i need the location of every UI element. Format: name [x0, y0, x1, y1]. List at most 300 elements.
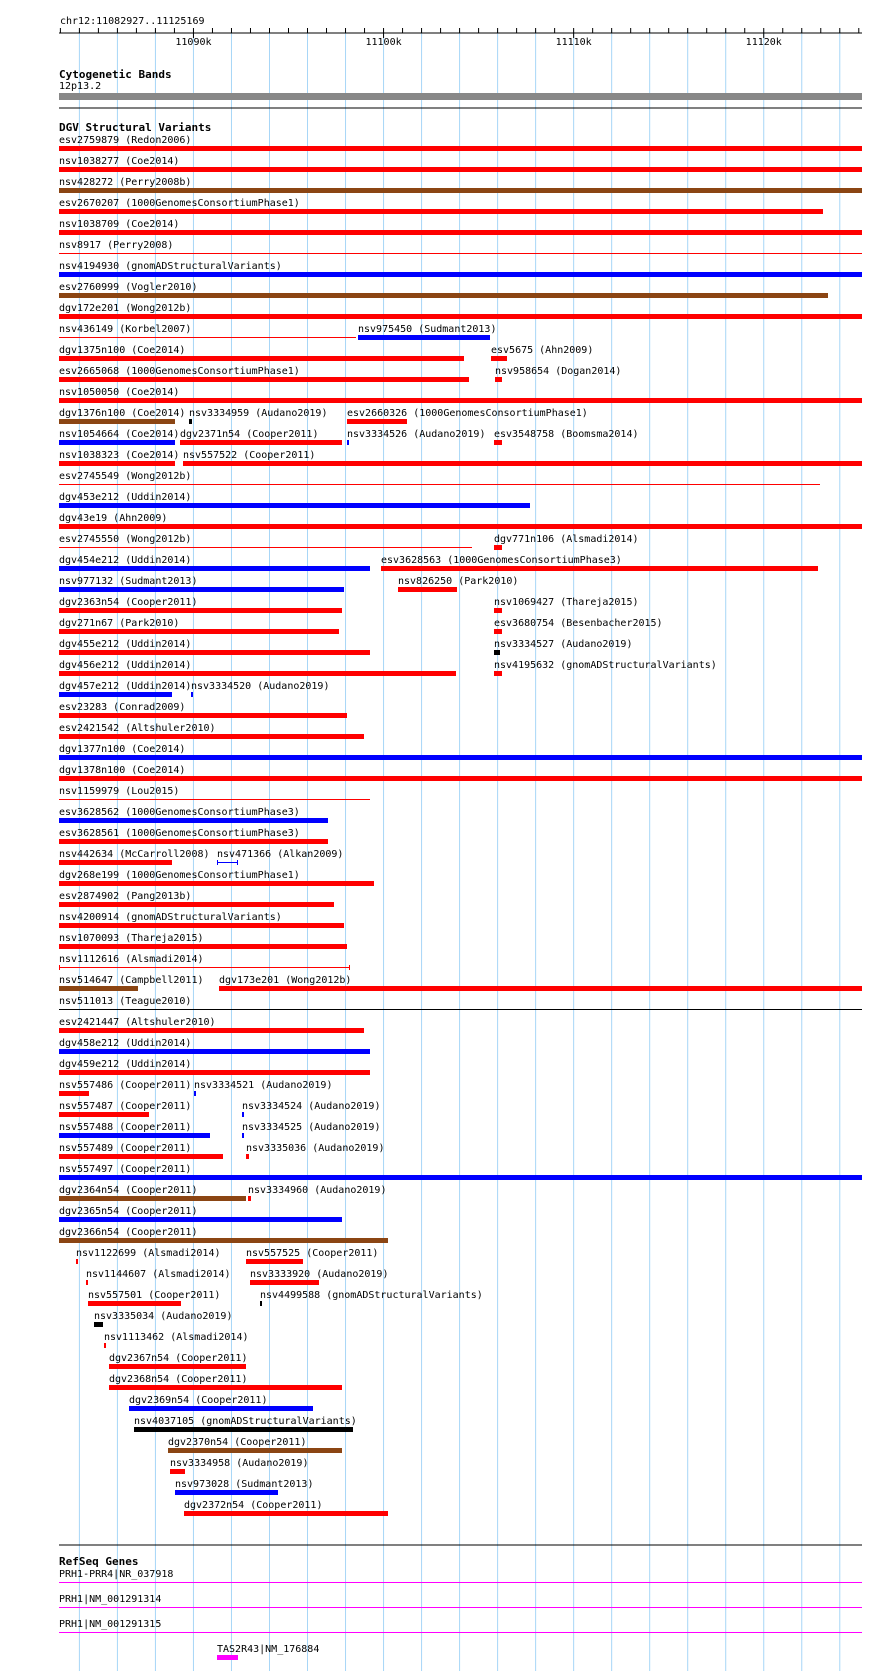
feature-label: dgv456e212 (Uddin2014): [59, 660, 192, 671]
feature[interactable]: [59, 1569, 862, 1583]
feature-label: PRH1|NM_001291315: [59, 1619, 162, 1630]
feature[interactable]: [59, 1017, 364, 1033]
feature-label: nsv975450 (Sudmant2013): [358, 324, 497, 335]
feature[interactable]: [246, 1248, 378, 1264]
feature-bar[interactable]: [59, 713, 347, 718]
feature[interactable]: [59, 1185, 246, 1201]
feature-label: dgv457e212 (Uddin2014): [59, 681, 192, 692]
feature[interactable]: [59, 933, 347, 949]
feature[interactable]: [184, 1500, 388, 1516]
feature[interactable]: [59, 1227, 388, 1243]
feature-bar[interactable]: [59, 461, 175, 466]
feature-label: esv2874902 (Pang2013b): [59, 891, 192, 902]
feature[interactable]: [59, 282, 828, 298]
feature[interactable]: [94, 1311, 232, 1327]
feature[interactable]: [59, 534, 472, 548]
feature[interactable]: [59, 261, 862, 277]
feature[interactable]: [59, 450, 179, 466]
feature-label: dgv2364n54 (Cooper2011): [59, 1185, 198, 1196]
feature-bar[interactable]: [217, 862, 238, 863]
feature-bar[interactable]: [194, 1091, 196, 1096]
feature-label: nsv511013 (Teague2010): [59, 996, 192, 1007]
feature-bar[interactable]: [494, 629, 502, 634]
feature-label: dgv2367n54 (Cooper2011): [109, 1353, 248, 1364]
feature-bar[interactable]: [189, 419, 192, 424]
feature-label: nsv4037105 (gnomADStructuralVariants): [134, 1416, 357, 1427]
feature-end-cap: [217, 860, 218, 865]
feature-bar[interactable]: [246, 1154, 249, 1159]
feature[interactable]: [494, 429, 639, 445]
feature-label: nsv977132 (Sudmant2013): [59, 576, 198, 587]
feature-bar[interactable]: [59, 776, 862, 781]
feature-bar[interactable]: [94, 1322, 103, 1327]
feature-bar[interactable]: [183, 461, 862, 466]
feature-bar[interactable]: [59, 1582, 862, 1583]
feature-bar[interactable]: [59, 146, 862, 151]
feature-bar[interactable]: [129, 1406, 313, 1411]
feature[interactable]: [59, 1206, 342, 1222]
feature[interactable]: [59, 576, 344, 592]
feature-bar[interactable]: [59, 839, 328, 844]
feature-label: TAS2R43|NM_176884: [217, 1644, 320, 1655]
feature-bar[interactable]: [494, 440, 502, 445]
feature-bar[interactable]: [59, 1175, 862, 1180]
feature-label: dgv459e212 (Uddin2014): [59, 1059, 192, 1070]
feature-bar[interactable]: [59, 1632, 862, 1633]
feature-label: dgv453e212 (Uddin2014): [59, 492, 192, 503]
feature[interactable]: [217, 849, 343, 865]
feature-label: nsv3334520 (Audano2019): [191, 681, 330, 692]
feature-label: esv2665068 (1000GenomesConsortiumPhase1): [59, 366, 300, 377]
feature[interactable]: [59, 387, 862, 403]
feature-bar[interactable]: [59, 293, 828, 298]
feature-label: dgv271n67 (Park2010): [59, 618, 180, 629]
feature-bar[interactable]: [59, 524, 862, 529]
feature-label: nsv958654 (Dogan2014): [495, 366, 622, 377]
feature[interactable]: [59, 786, 370, 800]
feature-bar[interactable]: [59, 1238, 388, 1243]
feature[interactable]: [347, 408, 588, 424]
feature-label: esv2745550 (Wong2012b): [59, 534, 192, 545]
feature-bar[interactable]: [59, 503, 530, 508]
cytoband-label: 12p13.2: [59, 81, 102, 92]
feature[interactable]: [180, 429, 342, 445]
feature-bar[interactable]: [494, 650, 500, 655]
feature-bar[interactable]: [109, 1364, 246, 1369]
feature-label: nsv1113462 (Alsmadi2014): [104, 1332, 249, 1343]
feature-label: nsv3335034 (Audano2019): [94, 1311, 233, 1322]
feature-label: nsv3334959 (Audano2019): [189, 408, 328, 419]
feature[interactable]: [217, 1644, 319, 1660]
feature[interactable]: [170, 1458, 308, 1474]
feature[interactable]: [59, 870, 374, 886]
ruler: [59, 28, 862, 48]
cytoband-track-title: Cytogenetic Bands: [59, 68, 172, 81]
feature[interactable]: [59, 912, 344, 928]
feature[interactable]: [59, 429, 179, 445]
feature-label: esv2760999 (Vogler2010): [59, 282, 198, 293]
feature-bar[interactable]: [494, 545, 502, 550]
feature[interactable]: [59, 1594, 862, 1608]
feature[interactable]: [59, 156, 862, 172]
refseq-track: [59, 1569, 862, 1660]
feature-bar[interactable]: [59, 1217, 342, 1222]
feature[interactable]: [59, 198, 823, 214]
feature-label: nsv3335036 (Audano2019): [246, 1143, 385, 1154]
feature-bar[interactable]: [59, 608, 342, 613]
feature-label: nsv1070093 (Thareja2015): [59, 933, 204, 944]
feature-bar[interactable]: [59, 167, 862, 172]
feature-bar[interactable]: [59, 272, 862, 277]
feature[interactable]: [358, 324, 496, 340]
feature-label: nsv3334960 (Audano2019): [248, 1185, 387, 1196]
feature-end-cap: [237, 860, 238, 865]
feature-bar[interactable]: [59, 356, 464, 361]
ruler-tick-label: 11120k: [745, 37, 782, 48]
feature-label: esv3628563 (1000GenomesConsortiumPhase3): [381, 555, 622, 566]
feature[interactable]: [59, 366, 469, 382]
feature[interactable]: [59, 1143, 223, 1159]
feature-label: nsv4194930 (gnomADStructuralVariants): [59, 261, 282, 272]
feature-bar[interactable]: [59, 419, 175, 424]
feature-bar[interactable]: [59, 1112, 149, 1117]
feature[interactable]: [59, 177, 862, 193]
feature-bar[interactable]: [59, 902, 334, 907]
feature[interactable]: [219, 975, 862, 991]
feature[interactable]: [494, 597, 639, 613]
feature-bar[interactable]: [59, 671, 456, 676]
feature-bar[interactable]: [59, 818, 328, 823]
feature-bar[interactable]: [347, 419, 407, 424]
feature[interactable]: [109, 1353, 247, 1369]
feature-bar[interactable]: [59, 1049, 370, 1054]
feature-label: dgv1375n100 (Coe2014): [59, 345, 186, 356]
feature-bar[interactable]: [491, 356, 507, 361]
feature[interactable]: [59, 303, 862, 319]
feature[interactable]: [347, 429, 485, 445]
feature-bar[interactable]: [381, 566, 818, 571]
feature[interactable]: [59, 996, 862, 1010]
feature-label: nsv1112616 (Alsmadi2014): [59, 954, 204, 965]
feature[interactable]: [491, 345, 593, 361]
feature[interactable]: [88, 1290, 220, 1306]
dgv-track: [59, 135, 862, 1516]
feature-bar[interactable]: [59, 1196, 246, 1201]
feature[interactable]: [59, 975, 204, 991]
feature-bar[interactable]: [59, 337, 356, 338]
feature-bar[interactable]: [59, 188, 862, 193]
feature-bar[interactable]: [134, 1427, 353, 1432]
feature[interactable]: [59, 1101, 191, 1117]
feature[interactable]: [59, 765, 862, 781]
feature-label: nsv1122699 (Alsmadi2014): [76, 1248, 221, 1259]
feature[interactable]: [59, 891, 334, 907]
feature[interactable]: [189, 408, 327, 424]
feature[interactable]: [59, 702, 347, 718]
feature-bar[interactable]: [59, 967, 350, 968]
feature-label: dgv2365n54 (Cooper2011): [59, 1206, 198, 1217]
feature[interactable]: [76, 1248, 221, 1264]
feature-label: nsv1144607 (Alsmadi2014): [86, 1269, 231, 1280]
feature-label: dgv2363n54 (Cooper2011): [59, 597, 198, 608]
location-label: chr12:11082927..11125169: [60, 16, 205, 27]
feature-label: nsv8917 (Perry2008): [59, 240, 174, 251]
feature-bar[interactable]: [398, 587, 457, 592]
feature[interactable]: [59, 471, 820, 485]
feature-label: nsv973028 (Sudmant2013): [175, 1479, 314, 1490]
feature[interactable]: [250, 1269, 388, 1285]
feature-bar[interactable]: [88, 1301, 181, 1306]
feature-bar[interactable]: [242, 1133, 244, 1138]
feature[interactable]: [175, 1479, 313, 1495]
feature-bar[interactable]: [59, 1607, 862, 1608]
feature[interactable]: [59, 849, 210, 865]
feature-label: dgv454e212 (Uddin2014): [59, 555, 192, 566]
feature-bar[interactable]: [59, 755, 862, 760]
feature-label: dgv43e19 (Ahn2009): [59, 513, 168, 524]
feature[interactable]: [242, 1122, 380, 1138]
feature-label: esv2421447 (Altshuler2010): [59, 1017, 216, 1028]
feature[interactable]: [248, 1185, 386, 1201]
feature-bar[interactable]: [59, 799, 370, 800]
feature-bar[interactable]: [59, 253, 862, 254]
feature-bar[interactable]: [59, 547, 472, 548]
feature[interactable]: [59, 1122, 210, 1138]
feature[interactable]: [260, 1290, 483, 1306]
feature-bar[interactable]: [59, 923, 344, 928]
feature-bar[interactable]: [260, 1301, 262, 1306]
feature[interactable]: [194, 1080, 332, 1096]
feature-bar[interactable]: [59, 986, 138, 991]
feature-bar[interactable]: [248, 1196, 251, 1201]
feature[interactable]: [59, 639, 370, 655]
feature-label: esv23283 (Conrad2009): [59, 702, 186, 713]
feature-label: nsv436149 (Korbel2007): [59, 324, 192, 335]
feature-label: nsv514647 (Campbell2011): [59, 975, 204, 986]
feature-label: PRH1|NM_001291314: [59, 1594, 162, 1605]
feature[interactable]: [59, 240, 862, 254]
feature-bar[interactable]: [246, 1259, 303, 1264]
feature-label: nsv1038709 (Coe2014): [59, 219, 180, 230]
feature-bar[interactable]: [175, 1490, 278, 1495]
feature[interactable]: [59, 681, 191, 697]
feature-bar[interactable]: [59, 1091, 89, 1096]
feature-label: nsv3334526 (Audano2019): [347, 429, 486, 440]
feature[interactable]: [381, 555, 818, 571]
feature-bar[interactable]: [59, 377, 469, 382]
feature[interactable]: [246, 1143, 384, 1159]
feature[interactable]: [59, 807, 328, 823]
feature[interactable]: [59, 1080, 191, 1096]
feature[interactable]: [59, 555, 370, 571]
feature-bar[interactable]: [347, 440, 349, 445]
feature-bar[interactable]: [59, 944, 347, 949]
feature-bar[interactable]: [59, 440, 175, 445]
feature-label: nsv4499588 (gnomADStructuralVariants): [260, 1290, 483, 1301]
feature-bar[interactable]: [250, 1280, 319, 1285]
feature-label: esv5675 (Ahn2009): [491, 345, 594, 356]
feature-label: nsv557497 (Cooper2011): [59, 1164, 192, 1175]
feature-label: esv3628561 (1000GenomesConsortiumPhase3): [59, 828, 300, 839]
feature[interactable]: [59, 513, 862, 529]
feature[interactable]: [59, 135, 862, 151]
feature-bar[interactable]: [180, 440, 342, 445]
feature-label: nsv3334958 (Audano2019): [170, 1458, 309, 1469]
feature-label: dgv2371n54 (Cooper2011): [180, 429, 319, 440]
feature-label: nsv3334521 (Audano2019): [194, 1080, 333, 1091]
feature[interactable]: [494, 618, 663, 634]
feature-label: nsv557487 (Cooper2011): [59, 1101, 192, 1112]
feature-end-cap: [349, 965, 350, 970]
feature[interactable]: [59, 744, 862, 760]
feature-label: dgv771n106 (Alsmadi2014): [494, 534, 639, 545]
feature-label: nsv4195632 (gnomADStructuralVariants): [494, 660, 717, 671]
feature[interactable]: [59, 597, 342, 613]
feature-label: dgv1378n100 (Coe2014): [59, 765, 186, 776]
feature-label: esv2670207 (1000GenomesConsortiumPhase1): [59, 198, 300, 209]
feature[interactable]: [104, 1332, 249, 1348]
feature-label: dgv268e199 (1000GenomesConsortiumPhase1): [59, 870, 300, 881]
feature-label: nsv3334527 (Audano2019): [494, 639, 633, 650]
feature-bar[interactable]: [168, 1448, 342, 1453]
feature-label: dgv2366n54 (Cooper2011): [59, 1227, 198, 1238]
feature-label: nsv1038277 (Coe2014): [59, 156, 180, 167]
feature[interactable]: [86, 1269, 231, 1285]
feature[interactable]: [134, 1416, 357, 1432]
feature-label: esv2745549 (Wong2012b): [59, 471, 192, 482]
feature-bar[interactable]: [59, 566, 370, 571]
feature-bar[interactable]: [217, 1655, 238, 1660]
feature-bar[interactable]: [59, 1009, 862, 1010]
feature-label: nsv1038323 (Coe2014): [59, 450, 180, 461]
feature-bar[interactable]: [86, 1280, 88, 1285]
feature-bar[interactable]: [59, 1154, 223, 1159]
feature[interactable]: [59, 345, 464, 361]
feature-label: dgv2368n54 (Cooper2011): [109, 1374, 248, 1385]
feature-label: nsv442634 (McCarroll2008): [59, 849, 210, 860]
feature-label: PRH1-PRR4|NR_037918: [59, 1569, 174, 1580]
feature-label: dgv172e201 (Wong2012b): [59, 303, 192, 314]
refseq-track-title: RefSeq Genes: [59, 1555, 139, 1568]
feature-bar[interactable]: [358, 335, 490, 340]
feature-label: nsv557522 (Cooper2011): [183, 450, 316, 461]
feature-label: nsv557525 (Cooper2011): [246, 1248, 379, 1259]
feature-label: nsv1054664 (Coe2014): [59, 429, 180, 440]
feature[interactable]: [59, 324, 356, 338]
feature[interactable]: [191, 681, 329, 697]
feature-bar[interactable]: [59, 230, 862, 235]
feature[interactable]: [59, 660, 456, 676]
feature-label: esv3680754 (Besenbacher2015): [494, 618, 663, 629]
feature-label: dgv173e201 (Wong2012b): [219, 975, 352, 986]
feature-bar[interactable]: [184, 1511, 388, 1516]
feature-bar[interactable]: [59, 692, 172, 697]
feature-bar[interactable]: [59, 314, 862, 319]
cytoband-bar[interactable]: [59, 93, 862, 100]
feature[interactable]: [129, 1395, 313, 1411]
feature-end-cap: [59, 965, 60, 970]
feature[interactable]: [59, 408, 185, 424]
feature-bar[interactable]: [59, 1133, 210, 1138]
feature[interactable]: [59, 828, 328, 844]
feature-label: esv3548758 (Boomsma2014): [494, 429, 639, 440]
feature-label: nsv1069427 (Thareja2015): [494, 597, 639, 608]
feature-bar[interactable]: [59, 398, 862, 403]
feature-bar[interactable]: [495, 377, 502, 382]
feature[interactable]: [59, 954, 350, 970]
feature-bar[interactable]: [219, 986, 862, 991]
feature-bar[interactable]: [494, 671, 502, 676]
feature-bar[interactable]: [59, 881, 374, 886]
feature[interactable]: [242, 1101, 380, 1117]
feature-label: esv2660326 (1000GenomesConsortiumPhase1): [347, 408, 588, 419]
feature-bar[interactable]: [191, 692, 193, 697]
feature-label: dgv455e212 (Uddin2014): [59, 639, 192, 650]
feature-label: nsv557489 (Cooper2011): [59, 1143, 192, 1154]
feature-label: dgv1377n100 (Coe2014): [59, 744, 186, 755]
feature-label: esv3628562 (1000GenomesConsortiumPhase3): [59, 807, 300, 818]
feature[interactable]: [495, 366, 621, 382]
feature-label: nsv471366 (Alkan2009): [217, 849, 344, 860]
feature-label: dgv2370n54 (Cooper2011): [168, 1437, 307, 1448]
feature-bar[interactable]: [494, 608, 502, 613]
feature-label: dgv458e212 (Uddin2014): [59, 1038, 192, 1049]
feature-bar[interactable]: [59, 734, 364, 739]
feature-bar[interactable]: [104, 1343, 106, 1348]
feature[interactable]: [59, 618, 339, 634]
feature[interactable]: [494, 534, 639, 550]
feature[interactable]: [59, 219, 862, 235]
feature[interactable]: [59, 1059, 370, 1075]
feature[interactable]: [59, 1619, 862, 1633]
feature-bar[interactable]: [59, 1028, 364, 1033]
ruler-tick-label: 11110k: [555, 37, 592, 48]
feature[interactable]: [398, 576, 518, 592]
feature[interactable]: [494, 660, 717, 676]
feature-label: nsv1050050 (Coe2014): [59, 387, 180, 398]
feature-bar[interactable]: [59, 587, 344, 592]
feature-bar[interactable]: [59, 650, 370, 655]
feature-label: nsv826250 (Park2010): [398, 576, 519, 587]
feature-label: dgv2372n54 (Cooper2011): [184, 1500, 323, 1511]
feature-label: esv2421542 (Altshuler2010): [59, 723, 216, 734]
feature-label: dgv2369n54 (Cooper2011): [129, 1395, 268, 1406]
feature-bar[interactable]: [59, 860, 172, 865]
feature-bar[interactable]: [59, 209, 823, 214]
feature-label: nsv557488 (Cooper2011): [59, 1122, 192, 1133]
feature[interactable]: [59, 723, 364, 739]
feature[interactable]: [59, 1038, 370, 1054]
feature-label: nsv4200914 (gnomADStructuralVariants): [59, 912, 282, 923]
feature-label: nsv1159979 (Lou2015): [59, 786, 180, 797]
feature-bar[interactable]: [76, 1259, 78, 1264]
feature-label: nsv3334525 (Audano2019): [242, 1122, 381, 1133]
feature[interactable]: [168, 1437, 342, 1453]
feature[interactable]: [59, 1164, 862, 1180]
feature-bar[interactable]: [59, 1070, 370, 1075]
ruler-tick-label: 11090k: [175, 37, 212, 48]
dgv-track-title: DGV Structural Variants: [59, 121, 212, 134]
feature-label: esv2759879 (Redon2006): [59, 135, 192, 146]
feature-label: nsv557501 (Cooper2011): [88, 1290, 221, 1301]
feature[interactable]: [183, 450, 862, 466]
feature-bar[interactable]: [59, 629, 339, 634]
feature-label: nsv3334524 (Audano2019): [242, 1101, 381, 1112]
feature-bar[interactable]: [109, 1385, 342, 1390]
feature-bar[interactable]: [170, 1469, 185, 1474]
feature-bar[interactable]: [242, 1112, 244, 1117]
feature-bar[interactable]: [59, 484, 820, 485]
